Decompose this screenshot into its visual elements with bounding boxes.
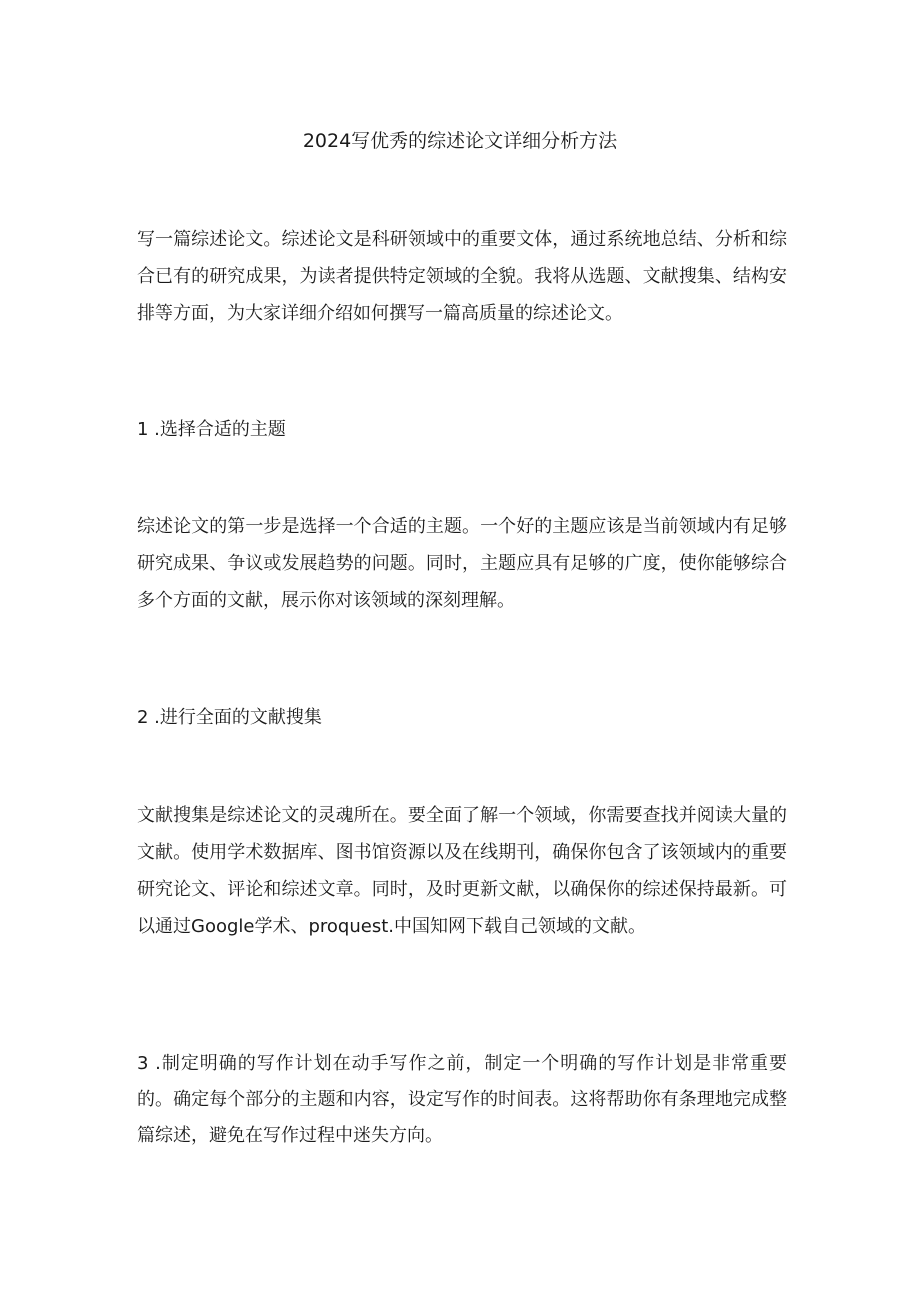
section-heading-1: 1 .选择合适的主题 [137,419,286,440]
document-title: 2024写优秀的综述论文详细分析方法 [302,130,618,152]
section-heading-2: 2 .进行全面的文献搜集 [137,707,322,728]
section-body-1: 综述论文的第一步是选择一个合适的主题。一个好的主题应该是当前领域内有足够研究成果、争议或发展趋势的问题。同时，主题应具有足够的广度，使你能够综合多个方面的文献，展示你对该领域的深刻理解。 [137,516,787,611]
section-body-2: 文献搜集是综述论文的灵魂所在。要全面了解一个领域，你需要查找并阅读大量的文献。使用学术数据库、图书馆资源以及在线期刊，确保你包含了该领域内的重要研究论文、评论和综述文章。同时，及时更新文献，以确保你的综述保持最新。可以通过Google学术、proquest.中国知网下载自己领域的文献。 [137,805,787,937]
section-body-3: 3 .制定明确的写作计划在动手写作之前，制定一个明确的写作计划是非常重要的。确定每个部分的主题和内容，设定写作的时间表。这将帮助你有条理地完成整篇综述，避免在写作过程中迷失方向。 [137,1053,787,1146]
intro-paragraph: 写一篇综述论文。综述论文是科研领域中的重要文体，通过系统地总结、分析和综合已有的研究成果，为读者提供特定领域的全貌。我将从选题、文献搜集、结构安排等方面，为大家详细介绍如何撰写一篇高质量的综述论文。 [137,229,787,324]
